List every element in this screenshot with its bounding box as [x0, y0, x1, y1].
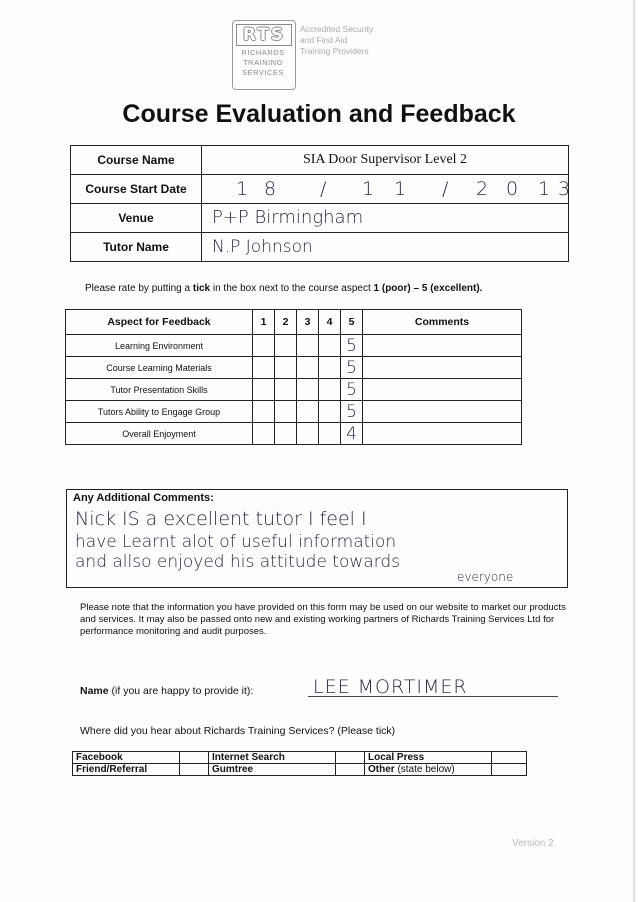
comment-line: everyone [457, 570, 514, 584]
checkbox-gumtree[interactable] [336, 764, 365, 776]
rating-box-2[interactable] [275, 423, 297, 445]
checkbox-friend-referral[interactable] [180, 764, 209, 776]
comment-cell[interactable] [363, 401, 522, 423]
start-date-field[interactable] [202, 175, 569, 204]
rating-box-1[interactable] [253, 357, 275, 379]
option-facebook: Facebook [73, 752, 180, 764]
venue-label: Venue [71, 204, 202, 233]
accreditation-text: Accredited Security and First Aid Training Providers [300, 24, 374, 56]
logo-line-2: TRAINING [243, 58, 283, 67]
comment-line: have Learnt alot of useful information [75, 532, 397, 552]
rating-row [66, 357, 522, 379]
rating-box-4[interactable] [319, 379, 341, 401]
date-digit: 0 [506, 178, 519, 200]
rating-box-3[interactable] [297, 401, 319, 423]
rating-box-3[interactable] [297, 423, 319, 445]
option-gumtree: Gumtree [209, 764, 336, 776]
rating-row [66, 423, 522, 445]
score-header: 5 [341, 310, 363, 335]
tutor-name-label: Tutor Name [71, 233, 202, 262]
scan-edge [633, 0, 635, 902]
course-name-field[interactable] [202, 146, 569, 175]
company-logo [232, 20, 296, 90]
score-header: 2 [275, 310, 297, 335]
rating-box-2[interactable] [275, 379, 297, 401]
additional-comments-box[interactable] [66, 489, 568, 588]
source-table [72, 751, 527, 776]
aspect-label: Overall Enjoyment [66, 423, 253, 445]
privacy-note: Please note that the information you have provided on this form may be used on our website to market our products and services. It may also be passed onto new and existing working partners of Richards Training Services Ltd for performance monitoring and audit purposes. [80, 602, 566, 637]
score-header: 1 [253, 310, 275, 335]
checkbox-facebook[interactable] [180, 752, 209, 764]
version-label: Version 2 [512, 838, 554, 849]
date-digit: 1 [394, 178, 407, 200]
comment-cell[interactable] [363, 335, 522, 357]
rating-box-5[interactable]: 4 [341, 423, 363, 445]
score-header: 3 [297, 310, 319, 335]
score-header: 4 [319, 310, 341, 335]
rating-row [66, 401, 522, 423]
name-underline [308, 696, 558, 697]
option-friend-referral: Friend/Referral [73, 764, 180, 776]
course-name-label: Course Name [71, 146, 202, 175]
rating-table [65, 309, 522, 445]
additional-comments-label: Any Additional Comments: [73, 492, 214, 504]
date-separator: / [320, 178, 327, 200]
aspect-label: Course Learning Materials [66, 357, 253, 379]
rating-box-5[interactable]: 5 [341, 357, 363, 379]
rating-box-4[interactable] [319, 335, 341, 357]
course-info-table [70, 145, 569, 262]
aspect-header: Aspect for Feedback [66, 310, 253, 335]
checkbox-local-press[interactable] [492, 752, 527, 764]
source-question: Where did you hear about Richards Training Services? (Please tick) [80, 725, 396, 737]
aspect-label: Tutor Presentation Skills [66, 379, 253, 401]
logo-line-3: SERVICES [242, 68, 284, 77]
rating-box-3[interactable] [297, 379, 319, 401]
rating-box-2[interactable] [275, 335, 297, 357]
comment-cell[interactable] [363, 379, 522, 401]
tutor-name-value: N.P Johnson [212, 237, 313, 257]
checkbox-other[interactable] [492, 764, 527, 776]
date-digit: 1 [538, 178, 551, 200]
rating-box-2[interactable] [275, 401, 297, 423]
date-digit: 1 [362, 178, 375, 200]
rating-box-1[interactable] [253, 423, 275, 445]
name-label: Name (if you are happy to provide it): [80, 685, 254, 697]
rating-instructions: Please rate by putting a tick in the box next to the course aspect 1 (poor) – 5 (excellent). [85, 283, 483, 294]
date-digit: 1 [236, 178, 249, 200]
option-internet-search: Internet Search [209, 752, 336, 764]
date-digit: 8 [264, 178, 277, 200]
date-digit: 2 [476, 178, 489, 200]
rating-box-1[interactable] [253, 335, 275, 357]
option-local-press: Local Press [365, 752, 492, 764]
comment-cell[interactable] [363, 357, 522, 379]
comment-line: and allso enjoyed his attitude towards [75, 552, 401, 572]
page-title: Course Evaluation and Feedback [122, 100, 516, 128]
rating-box-4[interactable] [319, 423, 341, 445]
logo-mark: RTS [236, 24, 292, 46]
date-separator: / [442, 178, 449, 200]
rating-box-5[interactable]: 5 [341, 401, 363, 423]
aspect-label: Learning Environment [66, 335, 253, 357]
rating-box-1[interactable] [253, 401, 275, 423]
rating-box-1[interactable] [253, 379, 275, 401]
comment-cell[interactable] [363, 423, 522, 445]
tutor-name-field[interactable] [202, 233, 569, 262]
venue-field[interactable] [202, 204, 569, 233]
rating-box-5[interactable]: 5 [341, 379, 363, 401]
venue-value: P+P Birmingham [212, 207, 364, 228]
start-date-label: Course Start Date [71, 175, 202, 204]
comment-line: Nick IS a excellent tutor I feel I [75, 508, 367, 530]
rating-box-3[interactable] [297, 335, 319, 357]
rating-box-4[interactable] [319, 401, 341, 423]
rating-row [66, 379, 522, 401]
checkbox-internet-search[interactable] [336, 752, 365, 764]
rating-box-3[interactable] [297, 357, 319, 379]
rating-box-4[interactable] [319, 357, 341, 379]
aspect-label: Tutors Ability to Engage Group [66, 401, 253, 423]
option-other: Other (state below) [365, 764, 492, 776]
comments-header: Comments [363, 310, 522, 335]
rating-row [66, 335, 522, 357]
course-name-value: SIA Door Supervisor Level 2 [302, 152, 468, 167]
name-value[interactable]: LEE MORTIMER [313, 676, 468, 698]
rating-box-2[interactable] [275, 357, 297, 379]
logo-line-1: RICHARDS [241, 48, 285, 57]
date-digit: 3 [558, 178, 571, 200]
rating-box-5[interactable]: 5 [341, 335, 363, 357]
